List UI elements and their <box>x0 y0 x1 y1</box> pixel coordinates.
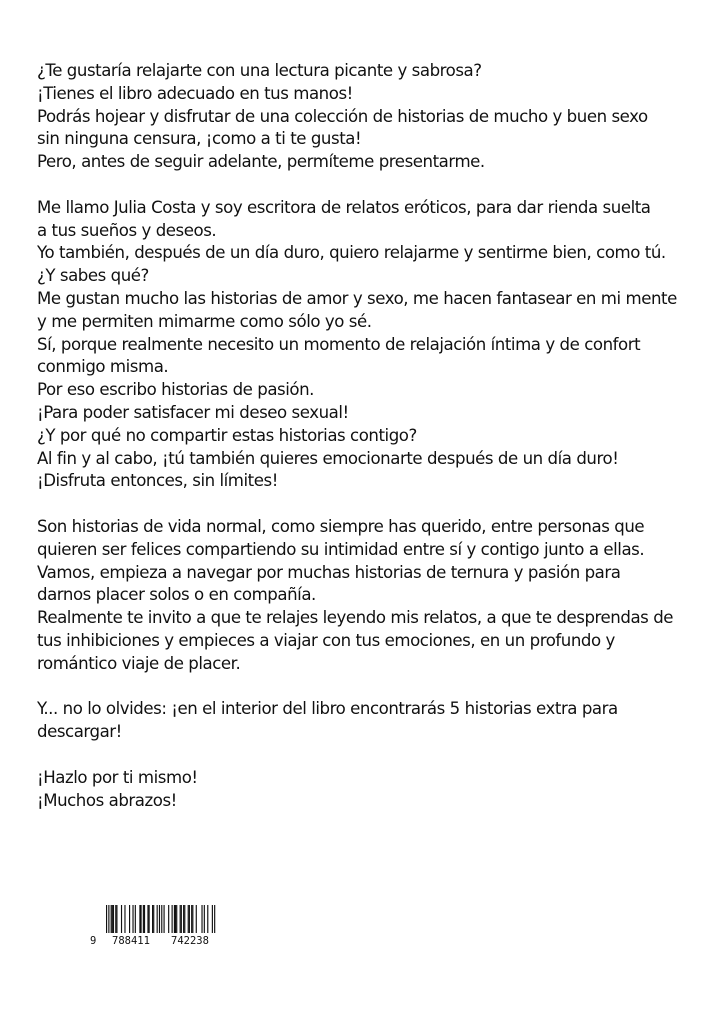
barcode-bar <box>143 905 144 933</box>
barcode-bar <box>181 905 182 933</box>
barcode-bar <box>113 905 114 933</box>
barcode-bar <box>175 905 176 933</box>
barcode-bar <box>135 905 136 933</box>
barcode-bar <box>174 905 175 933</box>
barcode-bar <box>108 905 109 933</box>
text-line: ¿Y por qué no compartir estas historias contigo? <box>37 425 417 445</box>
text-line: Pero, antes de seguir adelante, permíteme presentarme. <box>37 152 485 172</box>
paragraph-closing <box>37 767 687 813</box>
blurb-text <box>37 60 687 812</box>
barcode-bar <box>172 905 173 933</box>
text-line: descargar! <box>37 722 122 742</box>
text-line: ¡Tienes el libro adecuado en tus manos! <box>37 83 353 103</box>
text-line: ¿Te gustaría relajarte con una lectura picante y sabrosa? <box>37 61 482 80</box>
text-line: ¡Hazlo por ti mismo! <box>37 767 198 787</box>
barcode-bar <box>152 905 153 933</box>
barcode-bar <box>153 905 154 933</box>
text-line: ¿Y sabes qué? <box>37 266 149 286</box>
text-line: Yo también, después de un día duro, quiero relajarme y sentirme bien, como tú. <box>37 243 666 263</box>
text-line: sin ninguna censura, ¡como a ti te gusta! <box>37 129 362 149</box>
text-line: ¡Para poder satisfacer mi deseo sexual! <box>37 402 349 422</box>
text-line: Sí, porque realmente necesito un momento de relajación íntima y de confort <box>37 334 641 354</box>
text-line: ¡Disfruta entonces, sin límites! <box>37 471 278 491</box>
text-line: y me permiten mimarme como sólo yo sé. <box>37 311 372 331</box>
text-line: Por eso escribo historias de pasión. <box>37 380 314 400</box>
barcode-right-group: 742238 <box>171 935 209 947</box>
barcode-bar <box>112 905 113 933</box>
paragraph-intro <box>37 60 687 174</box>
barcode-first-digit: 9 <box>90 935 97 947</box>
barcode-bar <box>159 905 160 933</box>
barcode-bar <box>106 905 107 933</box>
barcode-bar <box>111 905 112 933</box>
text-line: Podrás hojear y disfrutar de una colección de historias de mucho y buen sexo <box>37 106 648 126</box>
barcode-bar <box>212 905 213 933</box>
barcode-left-group: 788411 <box>112 935 150 947</box>
barcode-bar <box>180 905 181 933</box>
paragraph-author-intro <box>37 197 687 493</box>
barcode-bar <box>168 905 169 933</box>
barcode-bar <box>157 905 158 933</box>
isbn-barcode <box>90 905 230 955</box>
text-line: Me llamo Julia Costa y soy escritora de relatos eróticos, para dar rienda suelta <box>37 197 651 217</box>
barcode-bar <box>214 905 215 933</box>
barcode-bar <box>149 905 150 933</box>
barcode-bar <box>189 905 190 933</box>
text-line: quieren ser felices compartiendo su intimidad entre sí y contigo junto a ellas. <box>37 539 645 559</box>
barcode-bars <box>90 905 230 935</box>
barcode-bar <box>116 905 117 933</box>
barcode-bar <box>129 905 130 933</box>
text-line: Y... no lo olvides: ¡en el interior del libro encontrarás 5 historias extra para <box>37 699 618 719</box>
text-line: tus inhibiciones y empieces a viajar con tus emociones, en un profundo y <box>37 630 615 650</box>
barcode-bar <box>201 905 202 933</box>
text-line: Son historias de vida normal, como siempre has querido, entre personas que <box>37 516 645 536</box>
barcode-bar <box>161 905 162 933</box>
barcode-bar <box>192 905 193 933</box>
barcode-bar <box>121 905 122 933</box>
text-line: Vamos, empieza a navegar por muchas historias de ternura y pasión para <box>37 562 621 582</box>
barcode-bar <box>115 905 116 933</box>
barcode-bar <box>124 905 125 933</box>
barcode-bar <box>147 905 148 933</box>
barcode-digits <box>90 935 230 995</box>
barcode-bar <box>196 905 197 933</box>
barcode-bar <box>188 905 189 933</box>
text-line: conmigo misma. <box>37 357 169 377</box>
barcode-bar <box>191 905 192 933</box>
barcode-bar <box>144 905 145 933</box>
barcode-bar <box>132 905 133 933</box>
barcode-bar <box>139 905 140 933</box>
text-line: romántico viaje de placer. <box>37 653 241 673</box>
barcode-bar <box>183 905 184 933</box>
text-line: a tus sueños y deseos. <box>37 220 217 240</box>
barcode-bar <box>204 905 205 933</box>
barcode-bar <box>141 905 142 933</box>
text-line: ¡Muchos abrazos! <box>37 790 177 810</box>
text-line: darnos placer solos o en compañía. <box>37 585 316 605</box>
barcode-bar <box>184 905 185 933</box>
barcode-bar <box>207 905 208 933</box>
text-line: Me gustan mucho las historias de amor y sexo, me hacen fantasear en mi mente <box>37 288 677 308</box>
barcode-bar <box>164 905 165 933</box>
text-line: Al fin y al cabo, ¡tú también quieres emocionarte después de un día duro! <box>37 448 619 468</box>
text-line: Realmente te invito a que te relajes leyendo mis relatos, a que te desprendas de <box>37 608 674 628</box>
paragraph-stories <box>37 516 687 676</box>
barcode-bar <box>176 905 177 933</box>
paragraph-bonus <box>37 698 687 744</box>
